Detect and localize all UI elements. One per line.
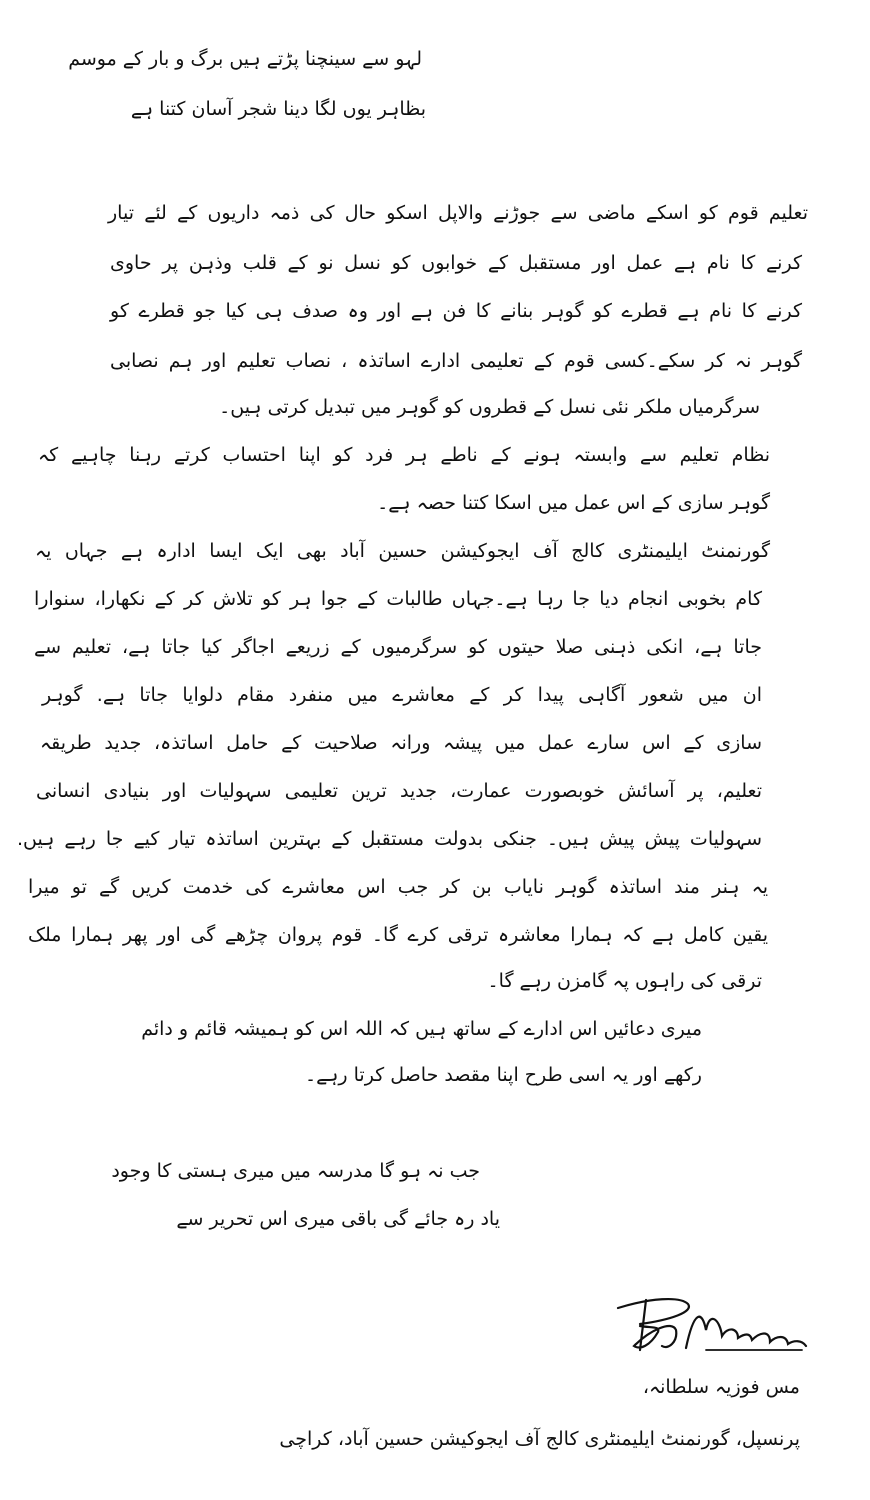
paragraph-1-line-4: گوہر نہ کر سکے۔کسی قوم کے تعلیمی ادارے اساتذہ ، نصاب تعلیم اور ہم نصابی (110, 350, 802, 372)
paragraph-3-line-3: جاتا ہے، انکی ذہنی صلا حیتوں کو سرگرمیوں کے زریعے اجاگر کیا جاتا ہے، تعلیم سے (34, 636, 762, 658)
paragraph-3-line-1: گورنمنٹ ایلیمنٹری کالج آف ایجوکیشن حسین آباد بھی ایک ایسا ادارہ ہے جہاں یہ (35, 540, 770, 562)
couplet-2-line-2: یاد رہ جائے گی باقی میری اس تحریر سے (176, 1208, 500, 1230)
paragraph-1-line-5: سرگرمیاں ملکر نئی نسل کے قطروں کو گوہر میں تبدیل کرتی ہیں۔ (219, 396, 760, 418)
paragraph-1-line-3: کرنے کا نام ہے قطرے کو گوہر بنانے کا فن ہے اور وہ صدف ہی کیا جو قطرے کو (110, 300, 802, 322)
couplet-2-line-1: جب نہ ہو گا مدرسہ میں میری ہستی کا وجود (111, 1160, 480, 1182)
signatory-name: مس فوزیہ سلطانہ، (642, 1376, 800, 1398)
signatory-title: پرنسپل، گورنمنٹ ایلیمنٹری کالج آف ایجوکیشن حسین آباد، کراچی (279, 1428, 800, 1450)
paragraph-3-line-8: یہ ہنر مند اساتذہ گوہر نایاب بن کر جب اس معاشرے کی خدمت کریں گے تو میرا (28, 876, 768, 898)
couplet-1-line-1: لہو سے سینچنا پڑتے ہیں برگ و بار کے موسم (68, 48, 422, 70)
paragraph-3-line-2: کام بخوبی انجام دیا جا رہا ہے۔جہاں طالبات کے جوا ہر کو تلاش کر کے نکھارا، سنوارا (34, 588, 762, 610)
paragraph-4-line-1: میری دعائیں اس ادارے کے ساتھ ہیں کہ اللہ اس کو ہمیشہ قائم و دائم (141, 1018, 702, 1040)
paragraph-3-line-10: ترقی کی راہوں پہ گامزن رہے گا۔ (487, 970, 762, 992)
paragraph-1-line-1: تعلیم قوم کو اسکے ماضی سے جوڑنے والاپل اسکو حال کی ذمہ داریوں کے لئے تیار (108, 202, 808, 224)
couplet-1-line-2: بظاہر یوں لگا دینا شجر آسان کتنا ہے (130, 98, 426, 120)
paragraph-3-line-7: سہولیات پیش پیش ہیں۔ جنکی بدولت مستقبل کے بہترین اساتذہ تیار کیے جا رہے ہیں. (17, 828, 762, 850)
paragraph-2-line-1: نظام تعلیم سے وابستہ ہونے کے ناطے ہر فرد کو اپنا احتساب کرتے رہنا چاہیے کہ (38, 444, 770, 466)
paragraph-3-line-4: ان میں شعور آگاہی پیدا کر کے معاشرے میں منفرد مقام دلوایا جاتا ہے. گوہر (42, 684, 762, 706)
paragraph-3-line-9: یقین کامل ہے کہ ہمارا معاشرہ ترقی کرے گا۔ قوم پروان چڑھے گی اور پھر ہمارا ملک (28, 924, 768, 946)
paragraph-1-line-2: کرنے کا نام ہے عمل اور مستقبل کے خوابوں کو نسل نو کے قلب وذہن پر حاوی (110, 252, 802, 274)
handwritten-signature (610, 1290, 825, 1360)
paragraph-3-line-6: تعلیم، پر آسائش خوبصورت عمارت، جدید ترین تعلیمی سہولیات اور بنیادی انسانی (36, 780, 762, 802)
paragraph-2-line-2: گوہر سازی کے اس عمل میں اسکا کتنا حصہ ہے۔ (377, 492, 770, 514)
paragraph-3-line-5: سازی کے اس سارے عمل میں پیشہ ورانہ صلاحیت کے حامل اساتذہ، جدید طریقہ (40, 732, 762, 754)
paragraph-4-line-2: رکھے اور یہ اسی طرح اپنا مقصد حاصل کرتا رہے۔ (305, 1064, 702, 1086)
